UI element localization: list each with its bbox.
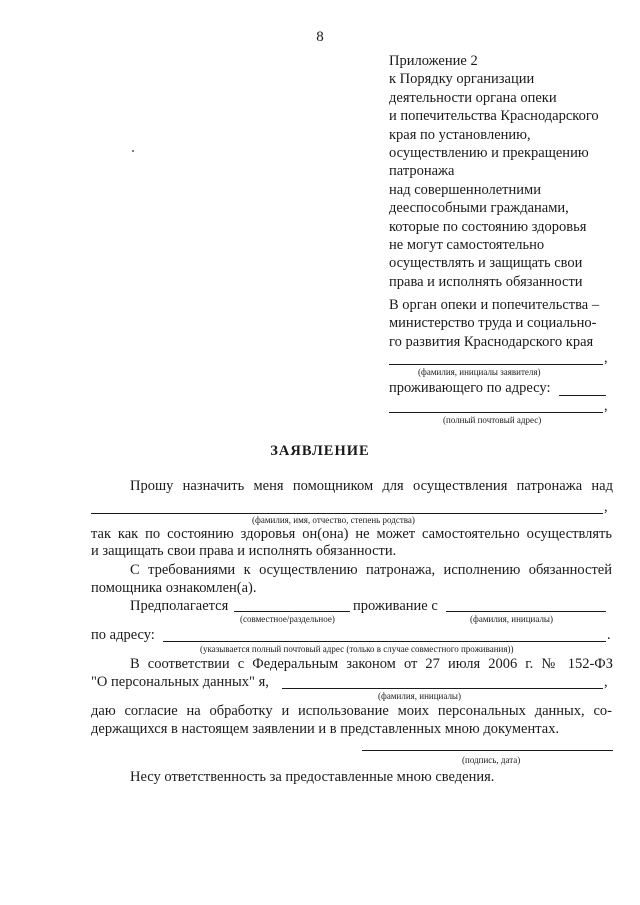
cohabit-type-field[interactable] [234,611,350,612]
reason-line-2: и защищать свои права и исполнять обязанности. [91,543,397,559]
appendix-line: права и исполнять обязанности [389,273,583,290]
appendix-line: осуществлению и прекращению [389,145,589,162]
addressee-block [389,296,599,351]
document-title: ЗАЯВЛЕНИЕ [270,443,370,459]
addressee-line: В орган опеки и попечительства – [389,297,600,313]
consent-line-2: держащихся в настоящем заявлении и в представленных мною документах. [91,721,560,737]
consent-name-hint: (фамилия, инициалы) [378,691,461,701]
residing-address-field[interactable] [559,395,606,396]
ward-name-field[interactable] [91,513,603,514]
assumed-label: Предполагается [130,598,229,614]
residence-label: проживание с [353,598,438,614]
page-number: 8 [316,29,324,45]
appendix-line: дееспособными гражданами, [389,200,569,217]
addressee-line: министерство труда и социально- [389,315,597,332]
signature-field[interactable] [362,750,613,751]
cohabit-hint: (совместное/раздельное) [240,614,335,624]
consent-name-field[interactable] [282,688,603,689]
comma: , [604,674,608,690]
addressee-line: го развития Краснодарского края [389,333,594,350]
applicant-name-hint: (фамилия, инициалы заявителя) [418,367,541,377]
requirements-line-2: помощника ознакомлен(а). [91,580,257,596]
comma: , [604,350,608,366]
ward-name-hint: (фамилия, имя, отчество, степень родства) [252,515,415,525]
law-line-1: В соответствии с Федеральным законом от 27 июля 2006 г. № 152-ФЗ [130,656,613,672]
law-line-2: "О персональных данных" я, [91,674,269,690]
scan-speck [132,150,134,152]
cohabitant-name-hint: (фамилия, инициалы) [470,614,553,624]
appendix-line: над совершеннолетними [389,181,541,198]
appendix-line: и попечительства Краснодарского [389,108,599,125]
residing-label: проживающего по адресу: [389,380,551,396]
appendix-line: деятельности органа опеки [389,89,557,106]
appendix-line: Приложение 2 [389,53,478,69]
responsibility-line: Несу ответственность за предоставленные мною сведения. [130,769,495,785]
request-line: Прошу назначить меня помощником для осуществления патронажа над [130,478,613,494]
appendix-line: края по установлению, [389,126,531,143]
reason-line-1: так как по состоянию здоровья он(она) не может самостоятельно осуществлять [91,526,612,542]
address-hint: (полный почтовый адрес) [443,415,542,425]
appendix-line: к Порядку организации [389,71,535,88]
appendix-header [389,52,599,291]
comma: , [604,499,608,515]
appendix-line: патронажа [389,163,455,180]
applicant-name-field[interactable] [389,364,603,365]
address-label: по адресу: [91,627,155,643]
appendix-line: которые по состоянию здоровья [389,218,587,235]
cohabit-address-field[interactable] [163,641,606,642]
comma: , [604,398,608,414]
appendix-line: не могут самостоятельно [389,237,545,254]
period: . [607,627,611,643]
residing-address-field-2[interactable] [389,412,603,413]
full-address-hint: (указывается полный почтовый адрес (только в случае совместного проживания)) [200,644,514,654]
consent-line-1: даю согласие на обработку и использование моих персональных данных, со- [91,703,612,719]
signature-hint: (подпись, дата) [462,755,521,765]
cohabitant-name-field[interactable] [446,611,606,612]
appendix-line: осуществлять и защищать свои [389,255,583,272]
requirements-line-1: С требованиями к осуществлению патронажа, исполнению обязанностей [130,562,612,578]
